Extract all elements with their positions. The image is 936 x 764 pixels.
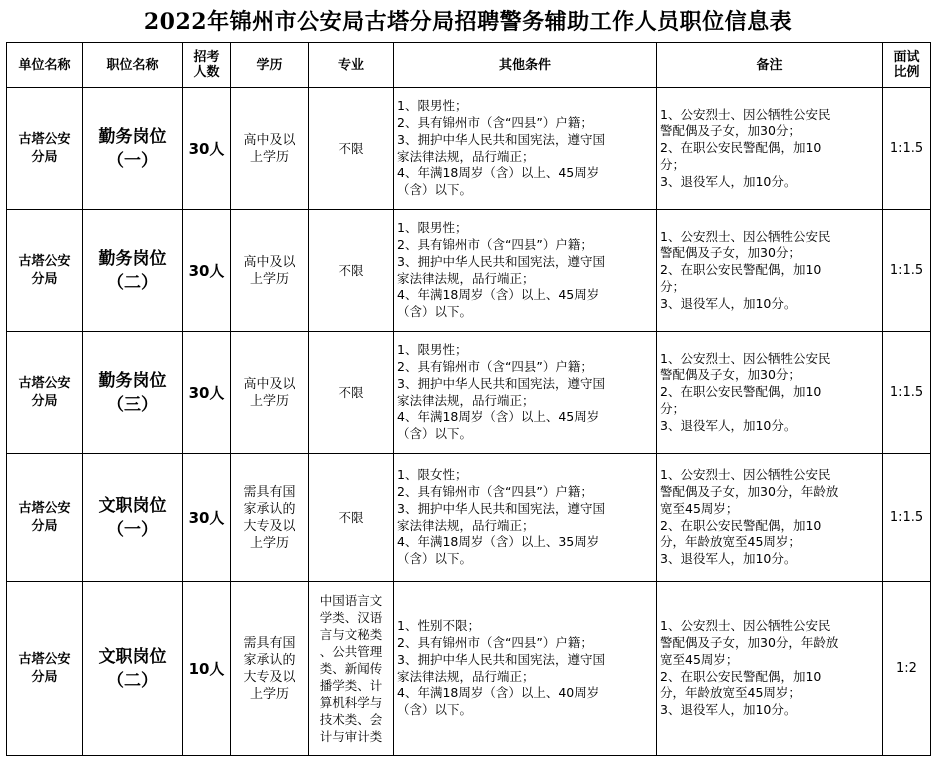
cell-major-line: 不限 [338, 263, 364, 278]
cell-conditions-line: 4、年满18周岁（含）以上、35周岁 [397, 534, 600, 550]
cell-unit [7, 582, 83, 756]
header-conditions: 其他条件 [394, 43, 657, 88]
cell-conditions-line: （含）以下。 [397, 182, 473, 198]
cell-major-line: 算机科学与 [319, 695, 383, 710]
cell-conditions-line: 1、限女性； [397, 467, 468, 483]
cell-conditions-line: 家法律法规，品行端正； [397, 517, 535, 533]
header-ratio-line1: 面试 [893, 50, 920, 65]
cell-notes-line: 分，年龄放宽至45周岁； [660, 685, 801, 701]
cell-notes-line: 警配偶及子女，加30分； [660, 123, 801, 139]
cell-notes [657, 210, 883, 332]
cell-education-line: 上学历 [249, 149, 289, 165]
cell-major-line: 学类、汉语 [319, 610, 383, 625]
cell-major-line: 中国语言文 [319, 593, 383, 608]
cell-conditions-line: 1、限男性； [397, 98, 468, 114]
cell-unit-line: 古塔公安 [18, 651, 71, 667]
cell-conditions-line: （含）以下。 [397, 702, 473, 718]
cell-ratio: 1:2 [883, 582, 931, 756]
table-row [7, 454, 931, 582]
table-row [7, 582, 931, 756]
cell-notes-line: 1、公安烈士、因公牺牲公安民 [660, 618, 831, 634]
cell-count: 30人 [183, 88, 231, 210]
cell-conditions-line: （含）以下。 [397, 426, 473, 442]
cell-position-line: （三） [107, 394, 158, 415]
table-row [7, 210, 931, 332]
cell-count: 30人 [183, 332, 231, 454]
cell-conditions-line: 1、限男性； [397, 220, 468, 236]
cell-notes-line: 2、在职公安民警配偶，加10 [660, 140, 822, 156]
cell-position-line: 文职岗位 [98, 646, 167, 667]
cell-position-line: （二） [107, 272, 158, 293]
cell-conditions-line: 1、性别不限； [397, 618, 480, 634]
cell-conditions-line: 3、拥护中华人民共和国宪法，遵守国 [397, 131, 605, 147]
cell-conditions [394, 210, 657, 332]
cell-unit-line: 分局 [31, 669, 58, 685]
cell-unit-line: 古塔公安 [18, 131, 71, 147]
cell-conditions-line: 3、拥护中华人民共和国宪法，遵守国 [397, 253, 605, 269]
cell-position [83, 88, 183, 210]
cell-notes-line: 1、公安烈士、因公牺牲公安民 [660, 106, 831, 122]
cell-conditions-line: 家法律法规，品行端正； [397, 392, 535, 408]
cell-education [231, 454, 309, 582]
cell-notes-line: 1、公安烈士、因公牺牲公安民 [660, 467, 831, 483]
table-row [7, 332, 931, 454]
header-ratio [883, 43, 931, 88]
cell-notes-line: 3、退役军人，加10分。 [660, 551, 797, 567]
cell-unit [7, 210, 83, 332]
cell-major [309, 582, 394, 756]
header-ratio-line2: 比例 [893, 65, 920, 80]
page-title: 2022年锦州市公安局古塔分局招聘警务辅助工作人员职位信息表 [143, 9, 793, 35]
cell-notes [657, 582, 883, 756]
cell-education-line: 高中及以 [243, 254, 296, 270]
cell-conditions-line: 2、具有锦州市（含“四县”）户籍； [397, 236, 593, 252]
cell-position-line: 文职岗位 [98, 495, 167, 516]
cell-education-line: 大专及以 [243, 518, 296, 534]
cell-position-line: 勤务岗位 [98, 370, 167, 391]
header-position: 职位名称 [83, 43, 183, 88]
cell-notes-line: 1、公安烈士、因公牺牲公安民 [660, 228, 831, 244]
cell-count: 30人 [183, 454, 231, 582]
cell-position [83, 332, 183, 454]
cell-education-line: 需具有国 [243, 635, 296, 651]
cell-unit-line: 古塔公安 [18, 253, 71, 269]
cell-education-line: 大专及以 [243, 669, 296, 685]
header-education: 学历 [231, 43, 309, 88]
cell-conditions-line: （含）以下。 [397, 551, 473, 567]
cell-notes-line: 1、公安烈士、因公牺牲公安民 [660, 350, 831, 366]
cell-conditions-line: 2、具有锦州市（含“四县”）户籍； [397, 634, 593, 650]
cell-major-line: 言与文秘类 [319, 627, 383, 642]
cell-conditions-line: 2、具有锦州市（含“四县”）户籍； [397, 114, 593, 130]
cell-conditions-line: 2、具有锦州市（含“四县”）户籍； [397, 358, 593, 374]
cell-position-line: （一） [107, 519, 158, 540]
cell-conditions-line: 4、年满18周岁（含）以上、45周岁 [397, 165, 600, 181]
cell-conditions [394, 582, 657, 756]
cell-unit-line: 分局 [31, 271, 58, 287]
cell-notes [657, 454, 883, 582]
cell-conditions-line: 家法律法规，品行端正； [397, 148, 535, 164]
cell-unit [7, 454, 83, 582]
cell-education [231, 332, 309, 454]
cell-notes-line: 2、在职公安民警配偶，加10 [660, 517, 822, 533]
cell-major-line: 播学类、计 [319, 678, 383, 693]
cell-conditions-line: 3、拥护中华人民共和国宪法，遵守国 [397, 500, 605, 516]
cell-position-line: 勤务岗位 [98, 248, 167, 269]
header-notes: 备注 [657, 43, 883, 88]
cell-position-line: 勤务岗位 [98, 126, 167, 147]
cell-notes [657, 332, 883, 454]
cell-conditions [394, 332, 657, 454]
cell-notes-line: 3、退役军人，加10分。 [660, 702, 797, 718]
cell-notes-line: 2、在职公安民警配偶，加10 [660, 262, 822, 278]
cell-position-line: （一） [107, 150, 158, 171]
header-unit: 单位名称 [7, 43, 83, 88]
cell-count: 30人 [183, 210, 231, 332]
cell-notes-line: 分，年龄放宽至45周岁； [660, 534, 801, 550]
position-info-table [6, 42, 931, 756]
cell-major-line: 计与审计类 [319, 729, 383, 744]
cell-notes-line: 2、在职公安民警配偶，加10 [660, 668, 822, 684]
cell-unit-line: 分局 [31, 518, 58, 534]
cell-ratio: 1:1.5 [883, 332, 931, 454]
table-row [7, 88, 931, 210]
cell-notes-line: 警配偶及子女，加30分； [660, 245, 801, 261]
cell-unit-line: 古塔公安 [18, 500, 71, 516]
header-count-line1: 招考 [193, 50, 220, 65]
cell-major-line: 不限 [338, 141, 364, 156]
cell-major [309, 332, 394, 454]
cell-major-line: 不限 [338, 385, 364, 400]
cell-education-line: 上学历 [249, 393, 289, 409]
cell-conditions-line: 4、年满18周岁（含）以上、45周岁 [397, 409, 600, 425]
cell-conditions [394, 454, 657, 582]
cell-ratio: 1:1.5 [883, 210, 931, 332]
cell-major [309, 210, 394, 332]
cell-education-line: 上学历 [249, 271, 289, 287]
cell-conditions-line: 2、具有锦州市（含“四县”）户籍； [397, 483, 593, 499]
cell-conditions-line: 3、拥护中华人民共和国宪法，遵守国 [397, 651, 605, 667]
cell-education-line: 需具有国 [243, 484, 296, 500]
cell-education-line: 家承认的 [243, 501, 296, 517]
cell-major [309, 88, 394, 210]
cell-conditions-line: 3、拥护中华人民共和国宪法，遵守国 [397, 375, 605, 391]
cell-major-line: 类、新闻传 [319, 661, 383, 676]
header-major: 专业 [309, 43, 394, 88]
cell-education [231, 88, 309, 210]
cell-position [83, 210, 183, 332]
cell-education-line: 高中及以 [243, 132, 296, 148]
cell-notes-line: 警配偶及子女，加30分； [660, 367, 801, 383]
cell-notes-line: 2、在职公安民警配偶，加10 [660, 384, 822, 400]
cell-ratio: 1:1.5 [883, 454, 931, 582]
cell-education-line: 家承认的 [243, 652, 296, 668]
cell-education-line: 上学历 [249, 535, 289, 551]
cell-position [83, 582, 183, 756]
cell-notes-line: 分； [660, 400, 686, 416]
cell-notes-line: 3、退役军人，加10分。 [660, 417, 797, 433]
cell-conditions-line: 4、年满18周岁（含）以上、40周岁 [397, 685, 600, 701]
cell-notes-line: 分； [660, 156, 686, 172]
cell-unit-line: 古塔公安 [18, 375, 71, 391]
cell-education [231, 210, 309, 332]
cell-education-line: 高中及以 [243, 376, 296, 392]
cell-notes-line: 警配偶及子女，加30分，年龄放 [660, 483, 839, 499]
table-header-row [7, 43, 931, 88]
cell-unit-line: 分局 [31, 393, 58, 409]
cell-notes-line: 3、退役军人，加10分。 [660, 295, 797, 311]
cell-conditions [394, 88, 657, 210]
cell-count: 10人 [183, 582, 231, 756]
cell-major [309, 454, 394, 582]
cell-unit [7, 88, 83, 210]
cell-conditions-line: 家法律法规，品行端正； [397, 270, 535, 286]
cell-conditions-line: 4、年满18周岁（含）以上、45周岁 [397, 287, 600, 303]
cell-notes-line: 宽至45周岁； [660, 651, 739, 667]
cell-major-line: 、公共管理 [319, 644, 383, 659]
cell-position [83, 454, 183, 582]
cell-notes-line: 宽至45周岁； [660, 500, 739, 516]
cell-conditions-line: 家法律法规，品行端正； [397, 668, 535, 684]
cell-conditions-line: （含）以下。 [397, 304, 473, 320]
cell-position-line: （二） [107, 670, 158, 691]
header-count-line2: 人数 [193, 65, 220, 80]
cell-notes [657, 88, 883, 210]
cell-unit-line: 分局 [31, 149, 58, 165]
cell-education [231, 582, 309, 756]
cell-unit [7, 332, 83, 454]
cell-ratio: 1:1.5 [883, 88, 931, 210]
cell-notes-line: 3、退役军人，加10分。 [660, 173, 797, 189]
cell-notes-line: 分； [660, 278, 686, 294]
cell-major-line: 不限 [338, 510, 364, 525]
cell-education-line: 上学历 [249, 686, 289, 702]
cell-major-line: 技术类、会 [319, 712, 383, 727]
header-count [183, 43, 231, 88]
cell-conditions-line: 1、限男性； [397, 342, 468, 358]
cell-notes-line: 警配偶及子女，加30分，年龄放 [660, 634, 839, 650]
